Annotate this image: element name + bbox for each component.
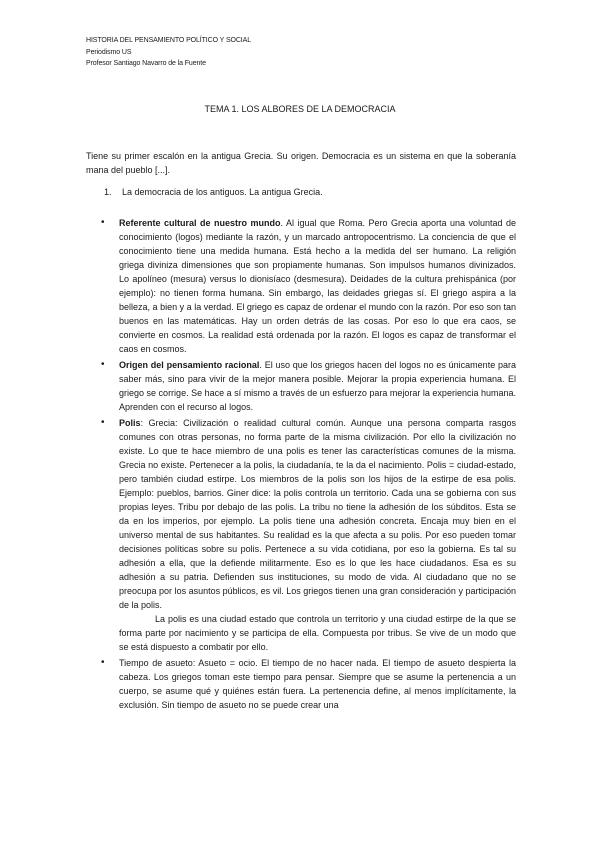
section-text: La democracia de los antiguos. La antigua Grecia. — [122, 187, 323, 197]
document-header — [86, 35, 251, 70]
header-professor: Profesor Santiago Navarro de la Fuente — [86, 60, 206, 67]
bullet-icon: • — [101, 359, 105, 370]
page-title: TEMA 1. LOS ALBORES DE LA DEMOCRACIA — [204, 104, 396, 114]
list-item — [101, 416, 516, 654]
bullet-term: Referente cultural de nuestro mundo — [119, 218, 281, 228]
intro-text: Tiene su primer escalón en la antigua Grecia. Su origen. Democracia es un sistema en que la soberanía mana del pueblo [...]. — [86, 151, 516, 175]
bullet-icon: • — [101, 657, 105, 668]
bullet-text: . El uso que los griegos hacen del logos no es únicamente para saber más, sino para vivir de la mejor manera posible. Mejorar la propia experiencia humana. El griego se corrige. Se hace a sí mismo a través de un esfuerzo para mejorar la experiencia humana. Aprenden con el recurso al logos. — [119, 360, 516, 412]
section-number: 1. — [104, 187, 112, 197]
list-item — [101, 358, 516, 414]
bullet-term: Origen del pensamiento racional — [119, 360, 260, 370]
list-item — [101, 656, 516, 712]
bullet-term: Polis — [119, 418, 141, 428]
bullet-list — [101, 216, 516, 712]
section-heading — [104, 187, 323, 197]
bullet-icon: • — [101, 217, 105, 228]
intro-paragraph — [86, 149, 516, 177]
header-course: HISTORIA DEL PENSAMIENTO POLÍTICO Y SOCIAL — [86, 37, 252, 44]
bullet-icon: • — [101, 417, 105, 428]
bullet-text: . Al igual que Roma. Pero Grecia aporta una voluntad de conocimiento (logos) mediante la razón, y un marcado antropocentrismo. La conciencia de que el conocimiento tiene una medida humana. Está hecho a la medida del ser humano. La religión griega diviniza dimensiones que son propiamente humanas. Son impulsos humanos divinizados. Lo apolíneo (mesura) versus lo dionisíaco (desmesura). Deidades de la cultura prehispánica (por ejemplo): no tienen forma humana. Sin embargo, las deidades griegas sí. El griego aspira a la belleza, a bien y a la verdad. El griego es capaz de ordenar el mundo con la razón. Por eso son tan buenos en las matemáticas. Hay un orden detrás de las cosas. Por eso lo que era caos, se convierte en cosmos. La realidad está ordenada por la razón. El logos es capaz de transformar el caos en cosmos. — [119, 218, 516, 354]
list-item — [101, 216, 516, 356]
bullet-text: Tiempo de asueto: Asueto = ocio. El tiempo de no hacer nada. El tiempo de asueto despierta la cabeza. Los griegos toman este tiempo para pensar. Siempre que se asume la pertenencia a un cuerpo, se asume qué y quiénes están fuera. La pertenencia define, al menos implícitamente, la exclusión. Sin tiempo de asueto no se puede crear una — [119, 658, 516, 710]
header-program: Periodismo US — [86, 48, 132, 56]
polis-definition: La polis es una ciudad estado que controla un territorio y una ciudad estirpe de la que se forma parte por nacimiento y se participa de ella. Compuesta por tribus. Se vive de un modo que se está dispuesto a combatir por ello. — [119, 614, 516, 652]
bullet-text: : Grecia: Civilización o realidad cultural común. Aunque una persona comparta rasgos comunes con otras personas, no forma parte de la misma civilización. Por ello la civilización no existe. Lo que te hace miembro de una polis es tener las características comunes de la misma. Grecia no existe. Pertenecer a la polis, la ciudadanía, te la da el nacimiento. Polis = ciudad-estado, pero también ciudad estirpe. Los miembros de la polis son los hijos de la estirpe de esa polis. Ejemplo: pueblos, barrios. Giner dice: la polis controla un territorio. Cada una se gobierna con sus propias leyes. Tribu por debajo de las polis. La tribu no tiene la adhesión de los súbditos. Esta se da en los imperios, por ejemplo. La polis tiene una adhesión concreta. Encaja muy bien en el universo mental de sus habitantes. Su realidad es la que afecta a su polis. Por eso pueden tomar decisiones políticas sobre su polis. Pertenece a su vida cotidiana, por eso la gobierna. Es tal su adhesión a ella, que la defiende militarmente. Eso es lo que les hace ciudadanos. Esa es su adhesión a su patria. Defienden sus instituciones, su modo de vida. Al ciudadano que no se preocupa por los asuntos públicos, es vil. Los griegos tienen una gran consideración y participación de la polis. — [119, 418, 516, 610]
